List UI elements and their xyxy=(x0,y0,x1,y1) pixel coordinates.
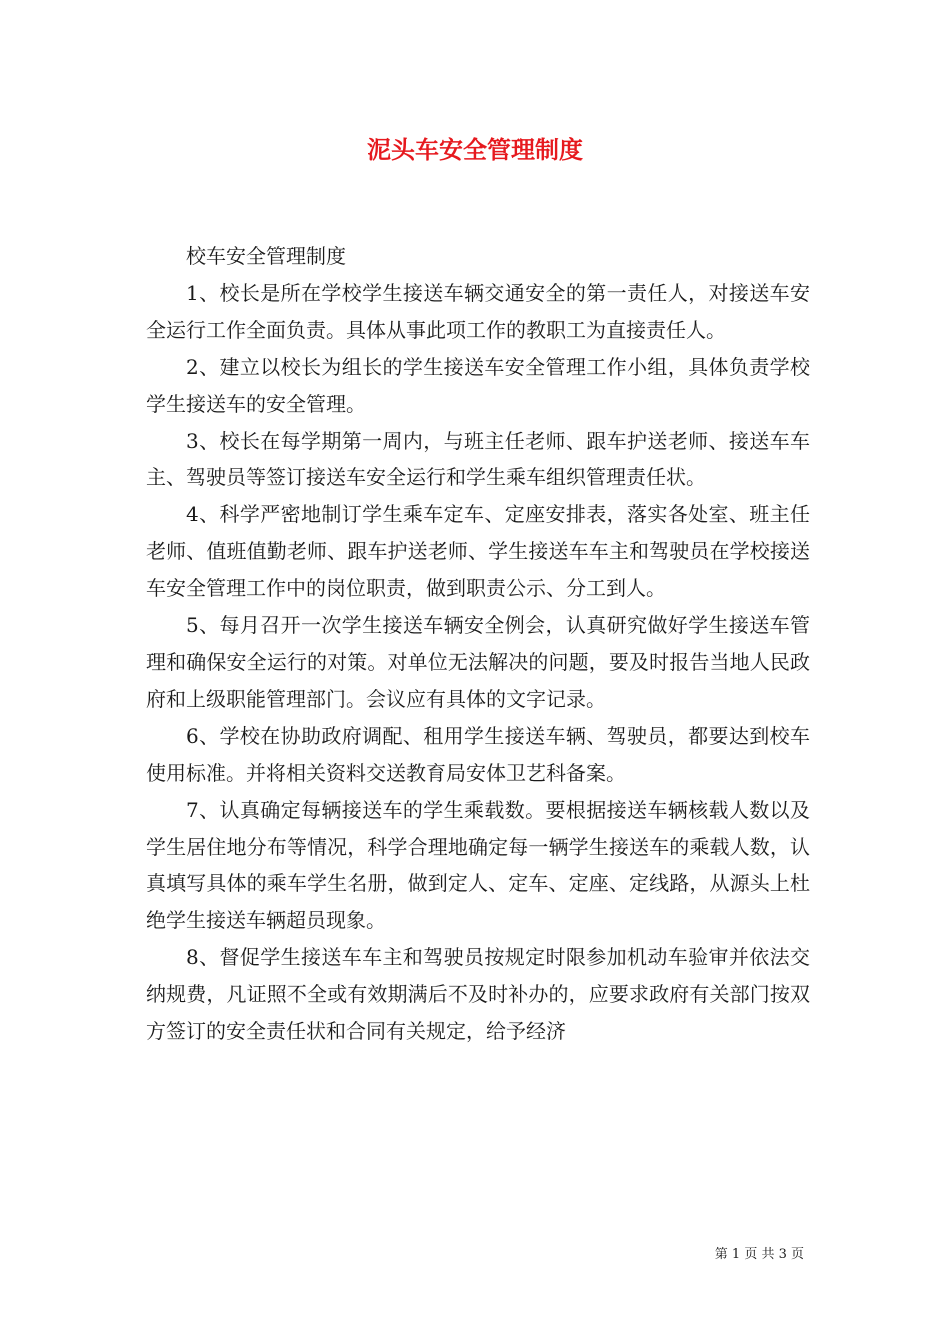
paragraph-5: 5、每月召开一次学生接送车辆安全例会，认真研究做好学生接送车管理和确保安全运行的对策。对单位无法解决的问题，要及时报告当地人民政府和上级职能管理部门。会议应有具体的文字记录。 xyxy=(146,613,810,711)
paragraph-2: 2、建立以校长为组长的学生接送车安全管理工作小组，具体负责学校学生接送车的安全管理。 xyxy=(146,354,810,416)
paragraph-7: 7、认真确定每辆接送车的学生乘载数。要根据接送车辆核载人数以及学生居住地分布等情况，科学合理地确定每一辆学生接送车的乘载人数，认真填写具体的乘车学生名册，做到定人、定车、定座、定线路，从源头上杜绝学生接送车辆超员现象。 xyxy=(146,797,810,933)
paragraph-4: 4、科学严密地制订学生乘车定车、定座安排表，落实各处室、班主任老师、值班值勤老师、跟车护送老师、学生接送车车主和驾驶员在学校接送车安全管理工作中的岗位职责，做到职责公示、分工到人。 xyxy=(146,502,810,601)
document-title: 泥头车安全管理制度 xyxy=(367,135,583,164)
paragraph-1: 1、校长是所在学校学生接送车辆交通安全的第一责任人，对接送车安全运行工作全面负责。具体从事此项工作的教职工为直接责任人。 xyxy=(146,280,810,342)
page-number-footer: 第 1 页 共 3 页 xyxy=(714,1247,804,1262)
paragraph-3: 3、校长在每学期第一周内，与班主任老师、跟车护送老师、接送车车主、驾驶员等签订接送车安全运行和学生乘车组织管理责任状。 xyxy=(146,428,810,490)
section-heading: 校车安全管理制度 xyxy=(186,244,346,268)
paragraph-6: 6、学校在协助政府调配、租用学生接送车辆、驾驶员，都要达到校车使用标准。并将相关资料交送教育局安体卫艺科备案。 xyxy=(146,723,810,785)
paragraph-8: 8、督促学生接送车车主和驾驶员按规定时限参加机动车验审并依法交纳规费，凡证照不全或有效期满后不及时补办的，应要求政府有关部门按双方签订的安全责任状和合同有关规定，给予经济 xyxy=(146,945,810,1044)
document-body xyxy=(146,238,810,1050)
